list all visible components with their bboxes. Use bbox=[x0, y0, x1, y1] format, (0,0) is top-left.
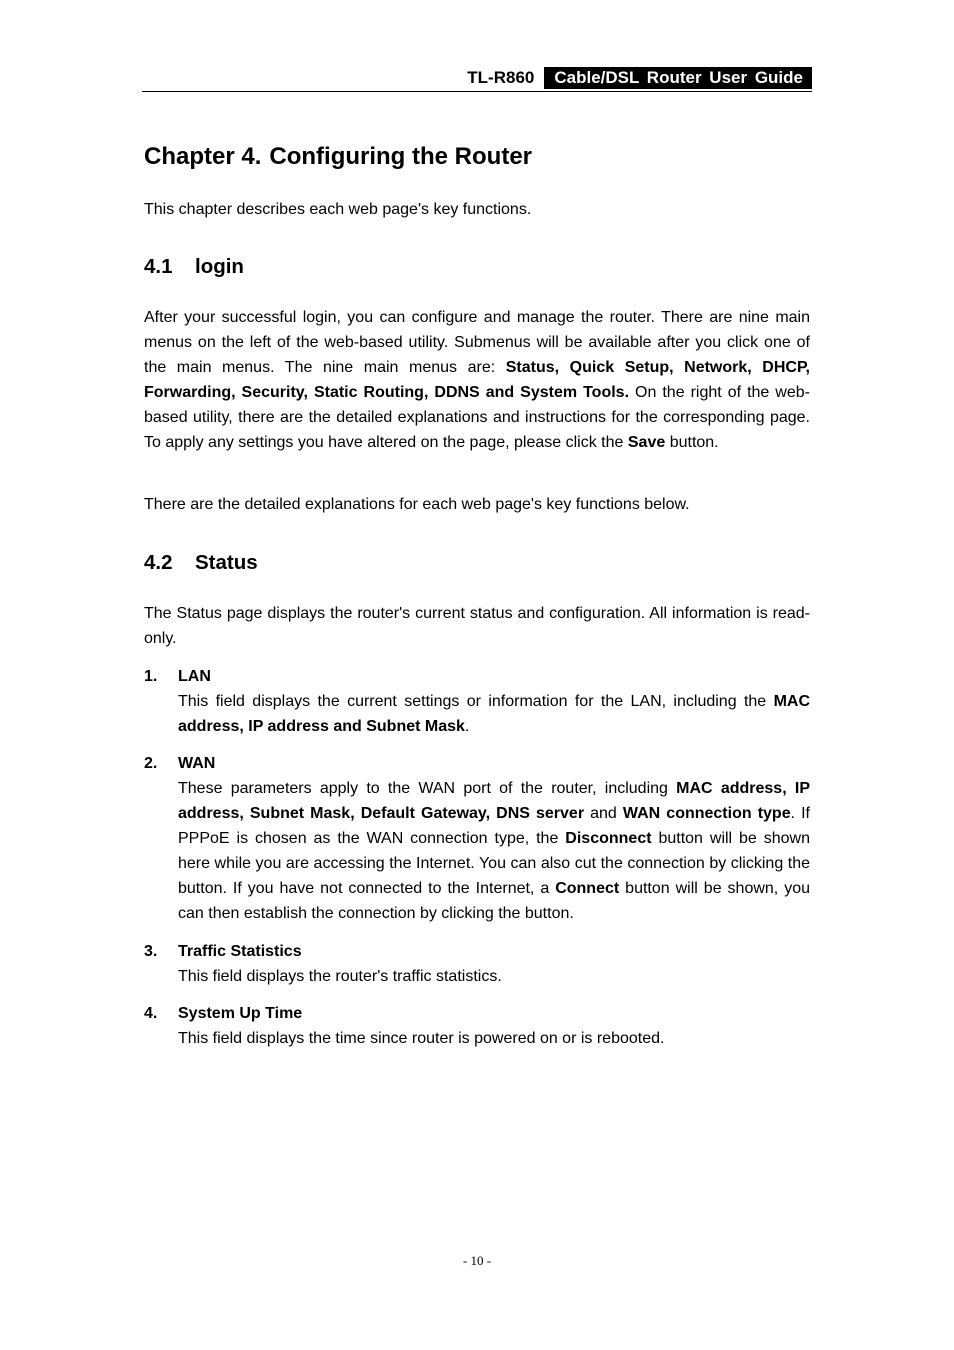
list-item-body bbox=[178, 689, 810, 739]
bold-run: MAC address, IP address and Subnet Mask bbox=[178, 693, 810, 735]
list-item-system-up-time bbox=[144, 1001, 810, 1051]
bold-run: MAC address, IP address, Subnet Mask, Default Gateway, DNS server bbox=[178, 780, 810, 822]
section-number: 4.1 bbox=[144, 255, 173, 278]
list-item-title: System Up Time bbox=[178, 1005, 303, 1022]
status-intro: The Status page displays the router's current status and configuration. All information is read-only. bbox=[144, 605, 810, 647]
text-run: button. bbox=[665, 434, 719, 451]
header-guide-title: Cable/DSL Router User Guide bbox=[544, 67, 812, 89]
login-paragraph bbox=[144, 305, 810, 455]
bold-run-save: Save bbox=[627, 434, 666, 451]
chapter-title bbox=[144, 141, 532, 173]
list-item-title: Traffic Statistics bbox=[178, 943, 302, 960]
bold-run: Disconnect bbox=[565, 830, 652, 847]
bold-run-main-menus: Status, Quick Setup, Network, DHCP, Forwarding, Security, Static Routing, DDNS and System Tools. bbox=[144, 359, 811, 401]
chapter-number: Chapter 4. bbox=[144, 143, 262, 170]
list-item-number: 3. bbox=[144, 943, 158, 960]
list-item-lan bbox=[144, 664, 810, 739]
section-heading-login bbox=[144, 253, 244, 281]
running-header bbox=[142, 67, 812, 92]
login-paragraph-2: There are the detailed explanations for each web page's key functions below. bbox=[144, 496, 690, 513]
bold-run: Connect bbox=[555, 880, 620, 897]
section-number: 4.2 bbox=[144, 551, 173, 574]
list-item-number: 4. bbox=[144, 1005, 158, 1022]
list-item-number: 1. bbox=[144, 668, 158, 685]
text-run: These parameters apply to the WAN port of the router, including bbox=[178, 780, 677, 797]
chapter-name: Configuring the Router bbox=[269, 143, 533, 170]
list-item-title: LAN bbox=[178, 668, 211, 685]
text-run: After your successful login, you can configure and manage the router. There are nine main menus on the left of the web-based utility. Submenus will be available after you click one of the main menus. The nine main menus are: bbox=[144, 309, 810, 376]
text-run: button will be shown, you can then establish the connection by clicking the button. bbox=[178, 880, 811, 922]
header-model: TL-R860 bbox=[467, 68, 535, 87]
list-item-body bbox=[178, 776, 810, 926]
list-item-title: WAN bbox=[178, 755, 216, 772]
text-run: On the right of the web-based utility, there are the detailed explanations and instructions for the corresponding page. To apply any settings you have altered on the page, please click the bbox=[144, 384, 810, 451]
list-item-body: This field displays the time since router is powered on or is rebooted. bbox=[178, 1030, 665, 1047]
text-run: This field displays the current settings or information for the LAN, including the bbox=[178, 693, 774, 710]
text-run: and bbox=[584, 805, 623, 822]
list-item-number: 2. bbox=[144, 755, 158, 772]
section-title: Status bbox=[195, 551, 258, 574]
section-heading-status bbox=[144, 549, 258, 577]
list-item-traffic-statistics bbox=[144, 939, 810, 989]
text-run: . If PPPoE is chosen as the WAN connection type, the bbox=[178, 805, 810, 847]
list-item-wan bbox=[144, 751, 810, 926]
chapter-intro: This chapter describes each web page's key functions. bbox=[144, 201, 532, 218]
bold-run: WAN connection type bbox=[622, 805, 791, 822]
page-number: - 10 - bbox=[462, 1253, 492, 1268]
text-run: . bbox=[464, 718, 470, 735]
text-run: button will be shown here while you are accessing the Internet. You can also cut the connection by clicking the button. If you have not connected to the Internet, a bbox=[178, 830, 811, 897]
list-item-body: This field displays the router's traffic statistics. bbox=[178, 968, 502, 985]
section-title: login bbox=[195, 255, 244, 278]
